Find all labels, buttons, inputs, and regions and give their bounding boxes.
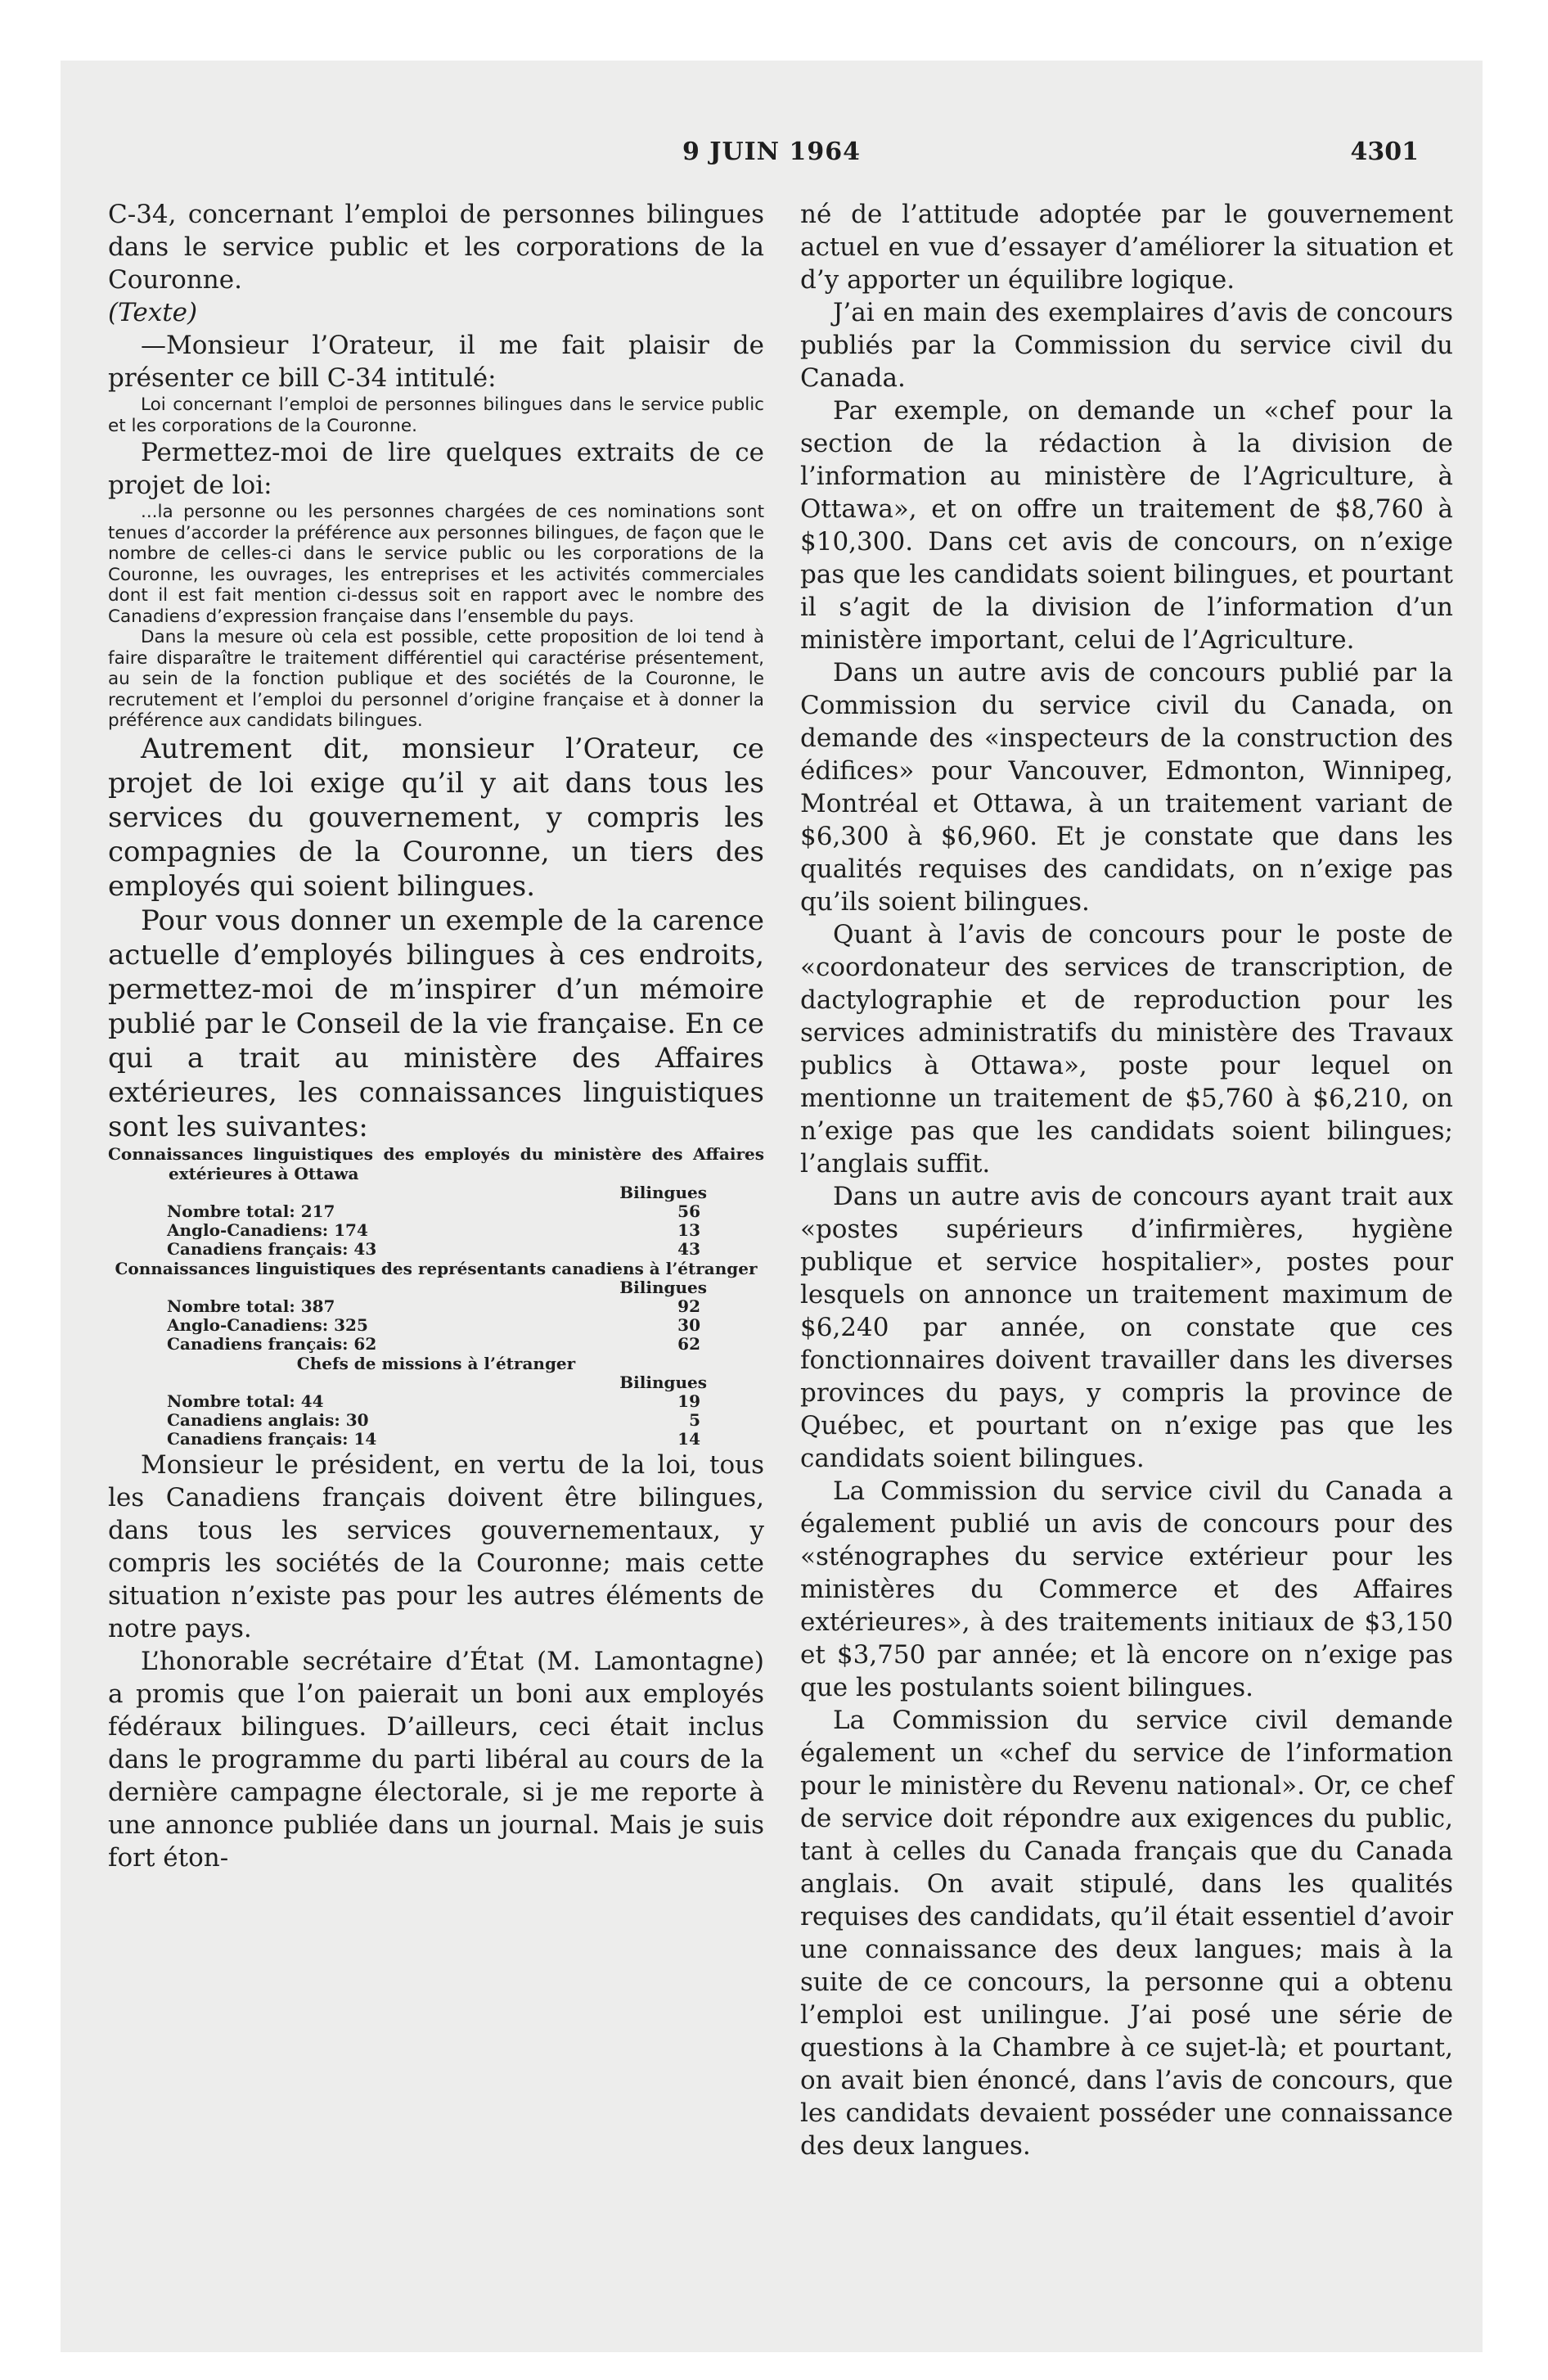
right-column (800, 198, 1453, 2162)
paragraph: Dans un autre avis de concours ayant trait aux «postes supérieurs d’infirmières, hygiène publique et service hospitalier», postes pour lesquels on annonce un traitement maximum de $6,240 par année, on constate que ces fonctionnaires doivent travailler dans les diverses provinces du pays, y compris la province de Québec, et pourtant on n’exige pas que les candidats soient bilingues. (800, 1182, 1453, 1473)
table-row (167, 1240, 707, 1259)
bill-excerpt-quote: ...la personne ou les personnes chargées de ces nominations sont tenues d’accorder la préférence aux personnes bilingues, de façon que le nombre de celles-ci dans le service public ou les corporations de la Couronne, les ouvrages, les entreprises et les activités commerciales dont il est fait mention ci-dessus soit en rapport avec le nombre des Canadiens d’expression française dans l’ensemble du pays. (108, 502, 764, 627)
paragraph: Monsieur le président, en vertu de la loi, tous les Canadiens français doivent être bilingues, dans tous les services gouvernementaux, y compris les sociétés de la Couronne; mais cette situation n’existe pas pour les autres éléments de notre pays. (108, 1449, 764, 1643)
table-row (167, 1316, 707, 1335)
stats-table (167, 1278, 707, 1354)
table-cell: Anglo-Canadiens: 174 (167, 1219, 368, 1240)
table-row (167, 1202, 707, 1221)
table-cell: 56 (677, 1201, 700, 1221)
paragraph: La Commission du service civil du Canada a également publié un avis de concours pour des «sténographes du service extérieur pour les ministères du Commerce et des Affaires extérieures», à des traitements initiaux de $3,150 et $3,750 par année; et là encore on n’exige pas que les postulants soient bilingues. (800, 1476, 1453, 1702)
table-cell: Nombre total: 217 (167, 1201, 335, 1221)
table-cell: 43 (677, 1238, 700, 1259)
paragraph: Quant à l’avis de concours pour le poste de «coordonateur des services de transcription, de dactylographie et de reproduction pour les services administratifs du ministère des Travaux publics à Ottawa», poste pour lequel on mentionne un traitement de $5,760 à $6,210, on n’exige pas que les candidats soient bilingues; l’anglais suffit. (800, 920, 1453, 1179)
table-cell: 14 (677, 1428, 700, 1449)
table-cell: 62 (677, 1333, 700, 1354)
table-row (167, 1297, 707, 1316)
paragraph: Par exemple, on demande un «chef pour la section de la rédaction à la division de l’information au ministère de l’Agriculture, à Ottawa», et on offre un traitement de $8,760 à $10,300. Dans cet avis de concours, on n’exige pas que les candidats soient bilingues, et pourtant il s’agit de la division de l’information d’un ministère important, celui de l’Agriculture. (800, 396, 1453, 655)
table-column-header: Bilingues (619, 1372, 707, 1392)
stats-table (167, 1373, 707, 1449)
paragraph: Dans un autre avis de concours publié par la Commission du service civil du Canada, on demande des «inspecteurs de la construction des édifices» pour Vancouver, Edmonton, Winnipeg, Montréal et Ottawa, à un traitement variant de $6,300 à $6,960. Et je constate que dans les qualités requises des candidats, on n’exige pas qu’ils soient bilingues. (800, 658, 1453, 917)
bill-excerpt-quote: Dans la mesure où cela est possible, cette proposition de loi tend à faire disparaître le traitement différentiel qui caractérise présentement, au sein de la fonction publique et des sociétés de la Couronne, le recrutement et l’emploi du personnel d’origine française et à donner la préférence aux candidats bilingues. (108, 627, 764, 731)
table-cell: Canadiens français: 62 (167, 1333, 377, 1354)
table-row (167, 1430, 707, 1449)
paragraph: C-34, concernant l’emploi de personnes bilingues dans le service public et les corporations de la Couronne. (108, 200, 764, 295)
paragraph: Autrement dit, monsieur l’Orateur, ce projet de loi exige qu’il y ait dans tous les services du gouvernement, y compris les compagnies de la Couronne, un tiers des employés qui soient bilingues. (108, 732, 764, 903)
page-number: 4301 (1350, 137, 1419, 166)
paragraph: J’ai en main des exemplaires d’avis de concours publiés par la Commission du service civil du Canada. (800, 298, 1453, 393)
table-cell: Canadiens anglais: 30 (167, 1409, 369, 1430)
table-cell: Nombre total: 387 (167, 1296, 335, 1316)
text-label: (Texte) (108, 298, 198, 327)
table-cell: 92 (677, 1296, 700, 1316)
table-row (167, 1335, 707, 1354)
paragraph: —Monsieur l’Orateur, il me fait plaisir de présenter ce bill C-34 intitulé: (108, 331, 764, 393)
stats-table (167, 1183, 707, 1259)
table-title: Connaissances linguistiques des employés du ministère des Affaires extérieures à Ottawa (108, 1143, 764, 1183)
page-scan (61, 61, 1483, 2352)
table-column-header: Bilingues (619, 1182, 707, 1202)
table-cell: Anglo-Canadiens: 325 (167, 1314, 368, 1335)
table-cell: 19 (677, 1391, 700, 1411)
table-row (167, 1392, 707, 1411)
table-cell: 30 (677, 1314, 700, 1335)
table-cell: Canadiens français: 43 (167, 1238, 377, 1259)
table-row (167, 1221, 707, 1240)
table-cell: 5 (689, 1409, 700, 1430)
page-date: 9 JUIN 1964 (682, 137, 862, 166)
table-cell: 13 (677, 1219, 700, 1240)
page-header (61, 137, 1483, 178)
table-cell: Canadiens français: 14 (167, 1428, 377, 1449)
table-cell: Nombre total: 44 (167, 1391, 324, 1411)
table-title: Connaissances linguistiques des représentants canadiens à l’étranger (115, 1258, 758, 1278)
paragraph: né de l’attitude adoptée par le gouvernement actuel en vue d’essayer d’améliorer la situation et d’y apporter un équilibre logique. (800, 200, 1453, 295)
paragraph: La Commission du service civil demande également un «chef du service de l’information pour le ministère du Revenu national». Or, ce chef de service doit répondre aux exigences du public, tant à celles du Canada français que du Canada anglais. On avait stipulé, dans les qualités requises des candidats, qu’il était essentiel d’avoir une connaissance des deux langues; mais à la suite de ce concours, la personne qui a obtenu l’emploi est unilingue. J’ai posé une série de questions à la Chambre à ce sujet-là; et pourtant, on avait bien énoncé, dans l’avis de concours, que les candidats devaient posséder une connaissance des deux langues. (800, 1706, 1453, 2161)
table-row (167, 1411, 707, 1430)
paragraph: Permettez-moi de lire quelques extraits de ce projet de loi: (108, 438, 764, 500)
paragraph: Pour vous donner un exemple de la carence actuelle d’employés bilingues à ces endroits, permettez-moi de m’inspirer d’un mémoire publié par le Conseil de la vie française. En ce qui a trait au ministère des Affaires extérieures, les connaissances linguistiques sont les suivantes: (108, 904, 764, 1143)
bill-title-quote: Loi concernant l’emploi de personnes bilingues dans le service public et les corporations de la Couronne. (108, 394, 764, 436)
paragraph: L’honorable secrétaire d’État (M. Lamontagne) a promis que l’on paierait un boni aux employés fédéraux bilingues. D’ailleurs, ceci était inclus dans le programme du parti libéral au cours de la dernière campagne électorale, si je me reporte à une annonce publiée dans un journal. Mais je suis fort éton- (108, 1646, 764, 1873)
table-column-header: Bilingues (619, 1277, 707, 1297)
table-title: Chefs de missions à l’étranger (296, 1353, 576, 1373)
left-column (108, 198, 764, 1874)
